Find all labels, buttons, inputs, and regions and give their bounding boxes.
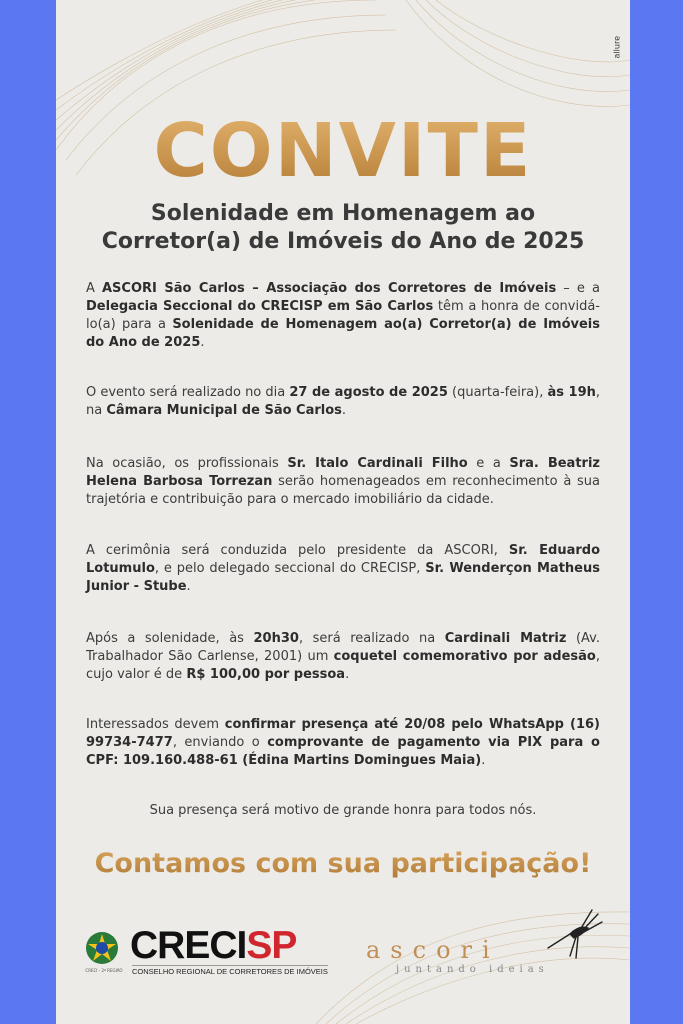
invitation-card (56, 0, 630, 1024)
text: , cujo valor é de (86, 649, 600, 682)
paragraph-rsvp (86, 716, 600, 770)
text: (quarta-feira), (447, 385, 548, 400)
hummingbird-icon (540, 904, 604, 960)
paragraph-organizers (86, 280, 600, 352)
rsvp-whatsapp: confirmar presença até 20/08 pelo WhatsApp (16) 99734-7477 (86, 717, 600, 750)
cocktail-time: 20h30 (253, 631, 299, 646)
text: , e pelo delegado seccional do CRECISP, (154, 561, 426, 576)
text: têm a honra de convidá-lo(a) para a (86, 299, 600, 332)
text: . (200, 335, 205, 350)
cocktail-description: coquetel comemorativo por adesão (333, 649, 596, 664)
text: . (481, 753, 486, 768)
text: . (341, 403, 347, 418)
page-title: CONVITE (56, 114, 630, 188)
brand-watermark: allure (612, 36, 621, 59)
closing-message: Contamos com sua participação! (56, 848, 630, 879)
paragraph-honor: Sua presença será motivo de grande honra para todos nós. (149, 803, 537, 818)
honoree-1: Sr. Italo Cardinali Filho (287, 456, 468, 471)
ascori-logo: ascori (366, 936, 500, 964)
text: A (86, 281, 102, 296)
event-time: às 19h (547, 385, 596, 400)
subtitle-line-1: Solenidade em Homenagem ao (150, 201, 536, 226)
text: (Av. Trabalhador São Carlense, 2001) um (86, 631, 601, 664)
text: , será realizado na (298, 631, 445, 646)
creci-subtitle: CONSELHO REGIONAL DE CORRETORES DE IMÓVEIS (132, 967, 328, 976)
text: Após a solenidade, às (86, 631, 254, 646)
subtitle (56, 200, 630, 256)
paragraph-honorees (86, 455, 600, 509)
ascori-name: ASCORI São Carlos – Associação dos Corretores de Imóveis (102, 281, 557, 296)
paragraph-ceremony (86, 542, 600, 596)
delegate-name: Sr. Wenderçon Matheus Junior - Stube (86, 561, 600, 594)
creci-logo-text: CRECI (130, 924, 247, 967)
text: Na ocasião, os profissionais (86, 456, 288, 471)
honoree-2: Sra. Beatriz Helena Barbosa Torrezan (86, 456, 600, 489)
text: . (186, 579, 191, 594)
subtitle-line-2: Corretor(a) de Imóveis do Ano de 2025 (101, 229, 585, 254)
event-date: 27 de agosto de 2025 (289, 385, 448, 400)
text: O evento será realizado no dia (86, 385, 290, 400)
event-venue: Câmara Municipal de São Carlos (106, 403, 342, 418)
creci-logo-sp: SP (246, 924, 297, 967)
text: , enviando o (172, 735, 268, 750)
rsvp-payment: comprovante de pagamento via PIX para o CPF: 109.160.488-61 (Édina Martins Domingues Maia) (86, 735, 600, 768)
text: , na (86, 385, 601, 418)
creci-logo (130, 926, 296, 965)
text: A cerimônia será conduzida pelo presidente da ASCORI, (86, 543, 509, 558)
president-name: Sr. Eduardo Lotumulo (86, 543, 601, 576)
text: e a (467, 456, 510, 471)
paragraph-cocktail (86, 630, 600, 684)
delegacia-name: Delegacia Seccional do CRECISP em São Carlos (86, 299, 434, 314)
paragraph-date-location (86, 384, 600, 420)
text: . (345, 667, 350, 682)
text: – e a (556, 281, 600, 296)
cocktail-venue: Cardinali Matriz (444, 631, 567, 646)
text: serão homenageados em reconhecimento à sua trajetória e contribuição para o mercado imobiliário da cidade. (86, 474, 600, 507)
ascori-tagline: juntando ideias (396, 964, 549, 975)
cocktail-price: R$ 100,00 por pessoa (186, 667, 346, 682)
footer-logos (56, 900, 630, 1024)
text: Interessados devem (86, 717, 225, 732)
brazil-coat-of-arms-icon (84, 930, 120, 966)
seal-caption: CRECI - 2ª REGIÃO (85, 968, 123, 973)
event-name: Solenidade de Homenagem ao(a) Corretor(a) de Imóveis do Ano de 2025 (86, 317, 600, 350)
